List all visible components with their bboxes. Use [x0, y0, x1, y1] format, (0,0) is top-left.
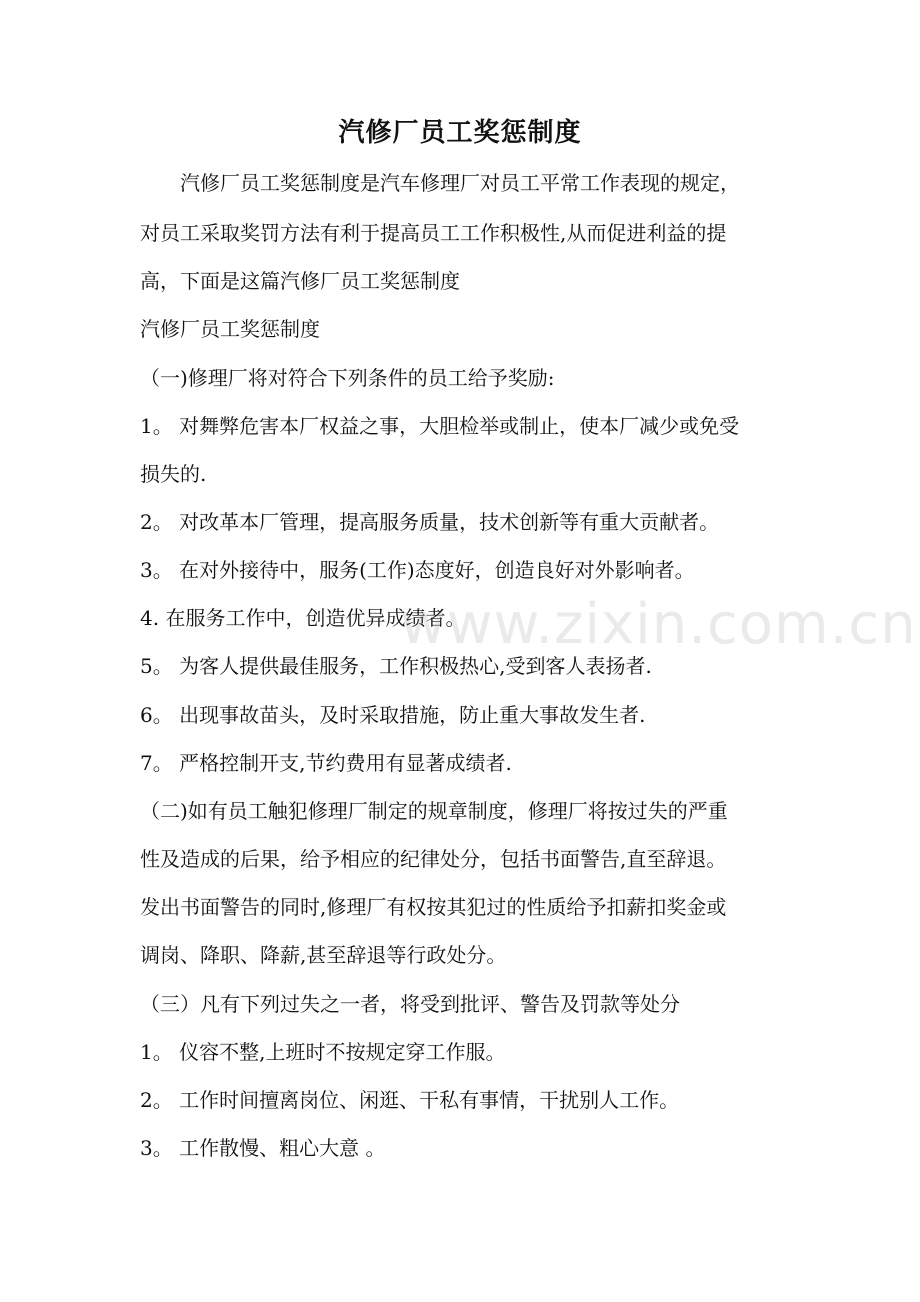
document-title: 汽修厂员工奖惩制度	[338, 118, 582, 148]
paragraph-line: 调岗、降职、降薪,甚至辞退等行政处分。	[140, 943, 507, 967]
list-item: 1。 对舞弊危害本厂权益之事，大胆检举或制止，使本厂减少或免受	[140, 414, 740, 438]
list-item: 1。 仪容不整,上班时不按规定穿工作服。	[140, 1040, 506, 1064]
list-item: 3。 工作散慢、粗心大意 。	[140, 1136, 386, 1160]
section-heading: （二)如有员工触犯修理厂制定的规章制度，修理厂将按过失的严重	[140, 799, 728, 823]
list-item: 损失的.	[140, 462, 207, 486]
watermark: www.zixin.com.cn	[400, 592, 917, 657]
list-item: 4. 在服务工作中，创造优异成绩者。	[140, 606, 466, 630]
list-item: 2。 对改革本厂管理，提高服务质量，技术创新等有重大贡献者。	[140, 510, 720, 534]
paragraph-line: 发出书面警告的同时,修理厂有权按其犯过的性质给予扣薪扣奖金或	[140, 895, 727, 919]
list-item: 6。 出现事故苗头，及时采取措施，防止重大事故发生者.	[140, 703, 646, 727]
section-heading: （一)修理厂将对符合下列条件的员工给予奖励:	[140, 366, 555, 390]
paragraph-line: 高，下面是这篇汽修厂员工奖惩制度	[140, 269, 460, 293]
list-item: 2。 工作时间擅离岗位、闲逛、干私有事情，干扰别人工作。	[140, 1088, 680, 1112]
paragraph-line: 性及造成的后果，给予相应的纪律处分，包括书面警告,直至辞退。	[140, 847, 727, 871]
paragraph-line: 汽修厂员工奖惩制度是汽车修理厂对员工平常工作表现的规定，	[140, 171, 740, 195]
list-item: 7。 严格控制开支,节约费用有显著成绩者.	[140, 751, 512, 775]
section-heading: （三）凡有下列过失之一者，将受到批评、警告及罚款等处分	[140, 992, 680, 1016]
list-item: 3。 在对外接待中，服务(工作)态度好，创造良好对外影响者。	[140, 558, 695, 582]
paragraph-line: 对员工采取奖罚方法有利于提高员工工作积极性,从而促进利益的提	[140, 221, 727, 245]
section-heading: 汽修厂员工奖惩制度	[140, 317, 320, 341]
list-item: 5。 为客人提供最佳服务，工作积极热心,受到客人表扬者.	[140, 654, 652, 678]
